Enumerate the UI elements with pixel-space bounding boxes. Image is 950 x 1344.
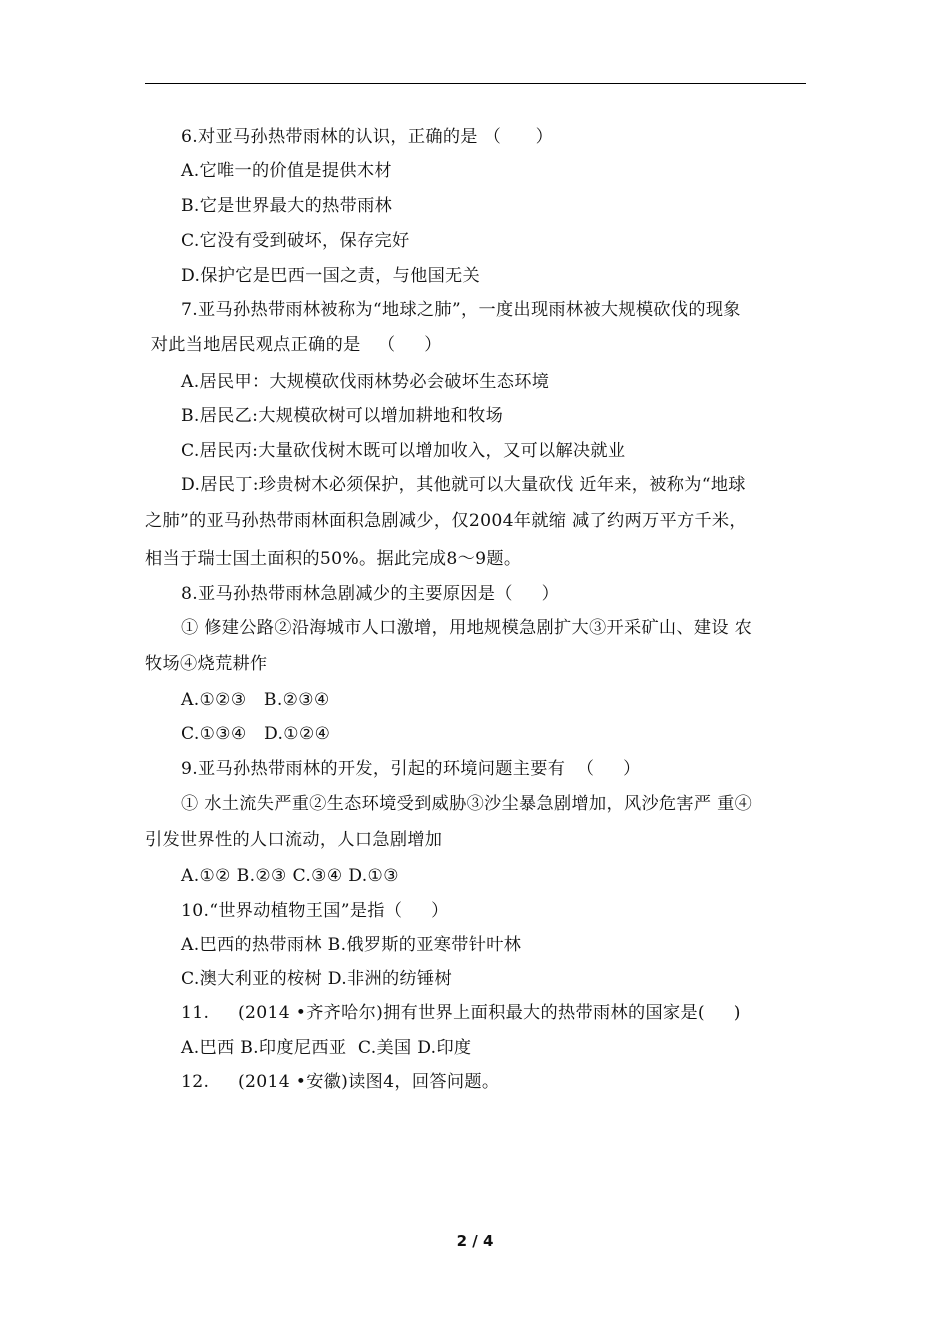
passage-line: 之肺”的亚马孙热带雨林面积急剧减少，仅2004年就缩 减了约两万平方千米， — [145, 511, 747, 531]
question-7-option-c: C.居民丙:大量砍伐树木既可以增加收入，又可以解决就业 — [181, 441, 626, 461]
question-9-choices-continued: 引发世界性的人口流动，人口急剧增加 — [145, 830, 443, 850]
question-6-option-b: B.它是世界最大的热带雨林 — [181, 196, 393, 216]
question-6-option-c: C.它没有受到破坏，保存完好 — [181, 231, 410, 251]
question-6-option-a: A.它唯一的价值是提供木材 — [181, 161, 392, 181]
question-7-stem: 7.亚马孙热带雨林被称为“地球之肺”，一度出现雨林被大规模砍伐的现象 — [181, 300, 741, 320]
question-9-choices: ① 水土流失严重②生态环境受到威胁③沙尘暴急剧增加，风沙危害严 重④ — [181, 794, 753, 814]
question-7-option-b: B.居民乙:大规模砍树可以增加耕地和牧场 — [181, 406, 504, 426]
question-6-option-d: D.保护它是巴西一国之责，与他国无关 — [181, 266, 481, 286]
passage-line: 相当于瑞士国土面积的50%。据此完成8〜9题。 — [145, 549, 522, 569]
question-10-options-ab: A.巴西的热带雨林 B.俄罗斯的亚寒带针叶林 — [181, 935, 522, 955]
page-number: 2 / 4 — [456, 1232, 494, 1250]
question-9-stem: 9.亚马孙热带雨林的开发，引起的环境问题主要有 （ ） — [181, 759, 641, 779]
question-7-option-a: A.居民甲：大规模砍伐雨林势必会破坏生态环境 — [181, 372, 550, 392]
question-8-choices-continued: 牧场④烧荒耕作 — [145, 654, 268, 674]
question-9-options: A.①② B.②③ C.③④ D.①③ — [181, 866, 399, 886]
question-7-stem-continued: 对此当地居民观点正确的是 （ ） — [145, 335, 442, 355]
question-10-stem: 10.“世界动植物王国”是指（ ） — [181, 901, 449, 921]
question-8-stem: 8.亚马孙热带雨林急剧减少的主要原因是（ ） — [181, 584, 560, 604]
question-12-stem: 12. (2014 •安徽)读图4，回答问题。 — [181, 1072, 500, 1092]
question-8-choices: ① 修建公路②沿海城市人口激增，用地规模急剧扩大③开采矿山、建设 农 — [181, 618, 753, 638]
question-8-options-ab: A.①②③ B.②③④ — [181, 690, 330, 710]
question-6-stem: 6.对亚马孙热带雨林的认识，正确的是 （ ） — [181, 127, 554, 147]
question-11-options: A.巴西 B.印度尼西亚 C.美国 D.印度 — [181, 1038, 472, 1058]
question-7-option-d: D.居民丁:珍贵树木必须保护，其他就可以大量砍伐 近年来，被称为“地球 — [181, 475, 746, 495]
header-rule — [145, 83, 806, 84]
question-11-stem: 11. (2014 •齐齐哈尔)拥有世界上面积最大的热带雨林的国家是( ) — [181, 1003, 741, 1023]
question-10-options-cd: C.澳大利亚的桉树 D.非洲的纺锤树 — [181, 969, 452, 989]
question-8-options-cd: C.①③④ D.①②④ — [181, 724, 331, 744]
